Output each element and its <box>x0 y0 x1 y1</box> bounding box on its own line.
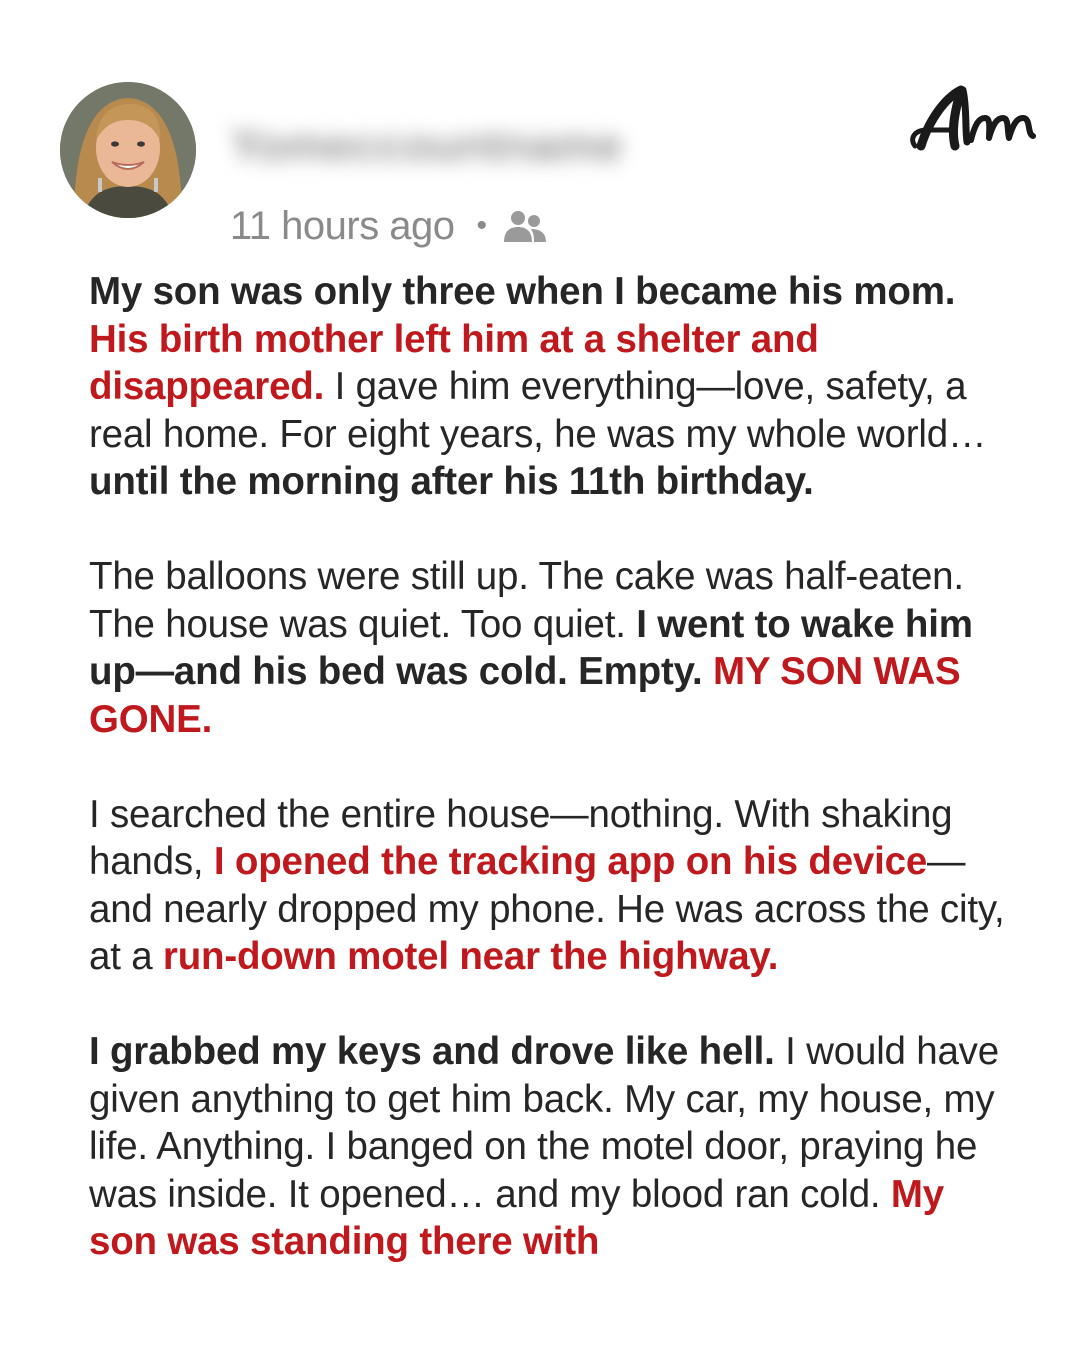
text-run: until the morning after his 11th birthday. <box>89 460 814 503</box>
avatar[interactable] <box>60 82 196 218</box>
text-run: My son was only three when I became his mom. <box>89 270 956 313</box>
highlight-run: MY SON WAS GONE. <box>89 650 961 741</box>
text-run: I went to wake him up—and his bed was cold. Empty. <box>89 602 973 693</box>
avatar-photo <box>60 82 196 218</box>
username[interactable]: Yomeccountname <box>230 119 623 170</box>
post-body <box>89 268 1019 1313</box>
meta-separator: • <box>476 209 487 242</box>
paragraph-1 <box>89 268 1019 506</box>
text-run: I grabbed my keys and drove like hell. <box>89 1030 775 1073</box>
highlight-run: My son was standing there with <box>89 1172 945 1263</box>
highlight-run: run-down motel near the highway. <box>162 935 779 978</box>
am-logo-icon[interactable] <box>905 80 1045 170</box>
paragraph-4 <box>89 1028 1019 1266</box>
text-run: I gave him everything—love, safety, a real home. For eight years, he was my whole world… <box>89 365 987 456</box>
timestamp[interactable]: 11 hours ago <box>230 203 455 248</box>
paragraph-2 <box>89 553 1019 743</box>
highlight-run: His birth mother left him at a shelter and disappeared. <box>89 317 819 408</box>
text-run: I searched the entire house—nothing. With shaking hands, <box>89 792 953 883</box>
highlight-run: I opened the tracking app on his device <box>213 840 928 883</box>
text-run: —and nearly dropped my phone. He was across the city, at a <box>89 840 1005 978</box>
text-run: I would have given anything to get him back. My car, my house, my life. Anything. I banged on the motel door, praying he was inside. It opened… and my blood ran cold. <box>89 1030 999 1216</box>
post-meta <box>230 200 549 252</box>
paragraph-3 <box>89 791 1019 981</box>
text-run: The balloons were still up. The cake was half-eaten. The house was quiet. Too quiet. <box>89 555 964 646</box>
people-icon[interactable] <box>501 208 549 244</box>
